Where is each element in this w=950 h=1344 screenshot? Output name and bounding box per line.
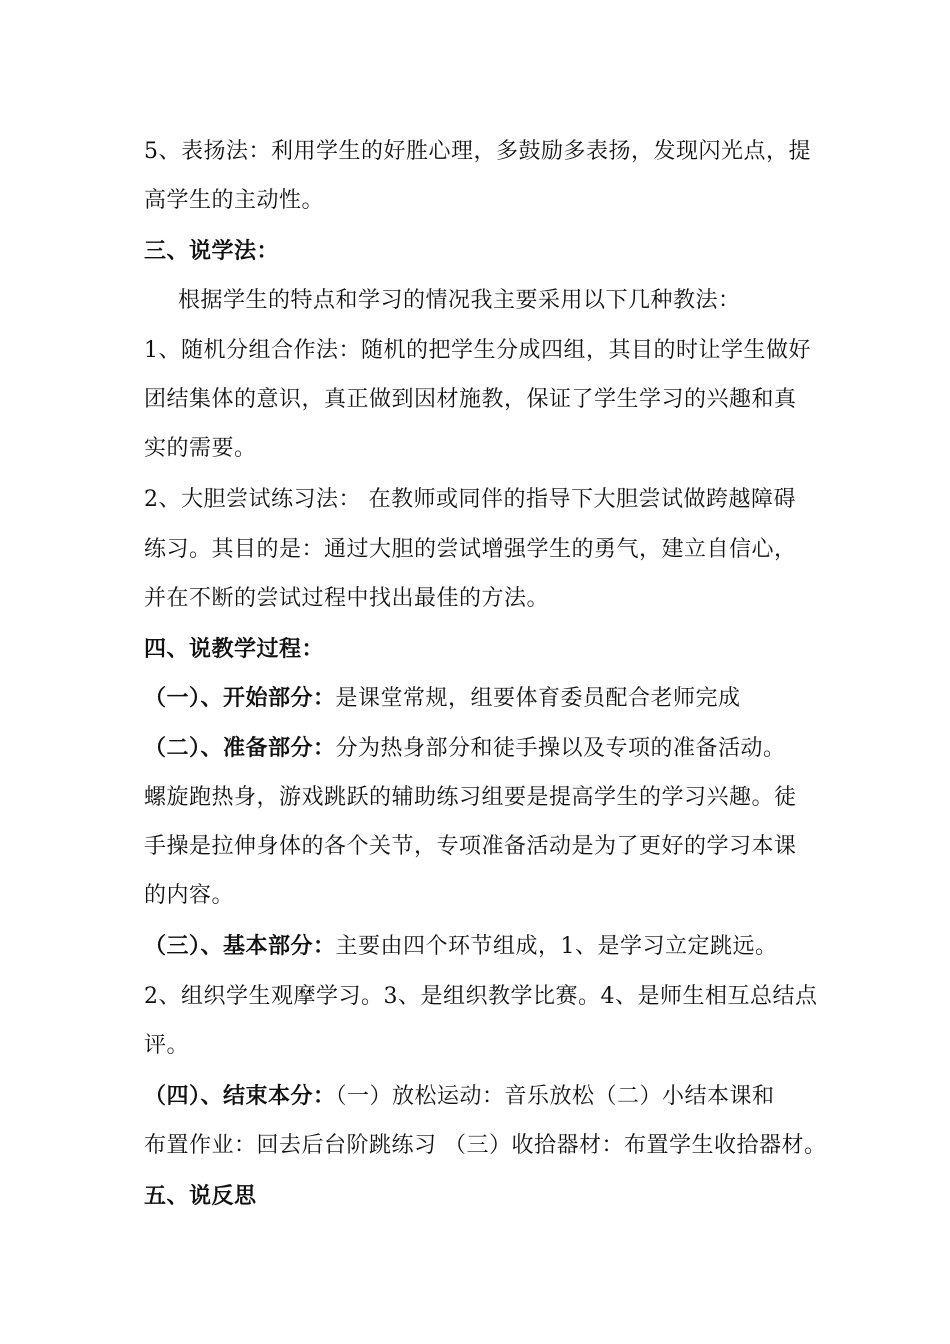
paragraph-line: 的内容。 [144, 883, 235, 908]
subsection-text: 是课堂常规，组要体育委员配合老师完成 [335, 686, 741, 711]
subsection-heading: （二）、准备部分： [144, 736, 336, 761]
subsection-heading: （四）、结束本分： [144, 1084, 336, 1109]
subsection-text: （一）放松运动：音乐放松（二）小结本课和 [335, 1084, 775, 1109]
subsection-line [144, 735, 786, 763]
paragraph-line: 评。 [144, 1033, 190, 1058]
paragraph-line: 布置作业：回去后台阶跳练习 （三）收拾器材：布置学生收拾器材。 [144, 1133, 827, 1158]
paragraph-line: 2、大胆尝试练习法： 在教师或同伴的指导下大胆尝试做跨越障碍 [144, 487, 796, 512]
paragraph-line: 练习。其目的是：通过大胆的尝试增强学生的勇气，建立自信心， [144, 537, 797, 562]
subsection-line [144, 685, 741, 713]
paragraph-line: 1、随机分组合作法：随机的把学生分成四组，其目的时让学生做好 [144, 338, 811, 363]
paragraph-line: 2、组织学生观摩学习。3、是组织教学比赛。4、是师生相互总结点 [144, 984, 818, 1009]
section-heading: 三、说学法： [144, 239, 280, 264]
section-heading: 四、说教学过程： [144, 637, 325, 662]
paragraph-line: 根据学生的特点和学习的情况我主要采用以下几种教法： [178, 288, 741, 313]
paragraph-line: 实的需要。 [144, 436, 257, 461]
paragraph-line: 5、表扬法：利用学生的好胜心理，多鼓励多表扬，发现闪光点，提 [144, 139, 811, 164]
paragraph-line: 手操是拉伸身体的各个关节，专项准备活动是为了更好的学习本课 [144, 834, 797, 859]
paragraph-line: 并在不断的尝试过程中找出最佳的方法。 [144, 586, 550, 611]
section-heading: 五、说反思 [144, 1184, 257, 1209]
paragraph-line: 高学生的主动性。 [144, 188, 325, 213]
paragraph-line: 团结集体的意识，真正做到因材施教，保证了学生学习的兴趣和真 [144, 387, 797, 412]
subsection-heading: （三）、基本部分： [144, 934, 336, 959]
subsection-line [144, 1083, 775, 1111]
paragraph-line: 螺旋跑热身，游戏跳跃的辅助练习组要是提高学生的学习兴趣。徒 [144, 785, 797, 810]
subsection-text: 主要由四个环节组成，1、是学习立定跳远。 [335, 934, 778, 959]
subsection-text: 分为热身部分和徒手操以及专项的准备活动。 [335, 736, 786, 761]
subsection-line [144, 933, 778, 961]
subsection-heading: （一）、开始部分： [144, 686, 336, 711]
